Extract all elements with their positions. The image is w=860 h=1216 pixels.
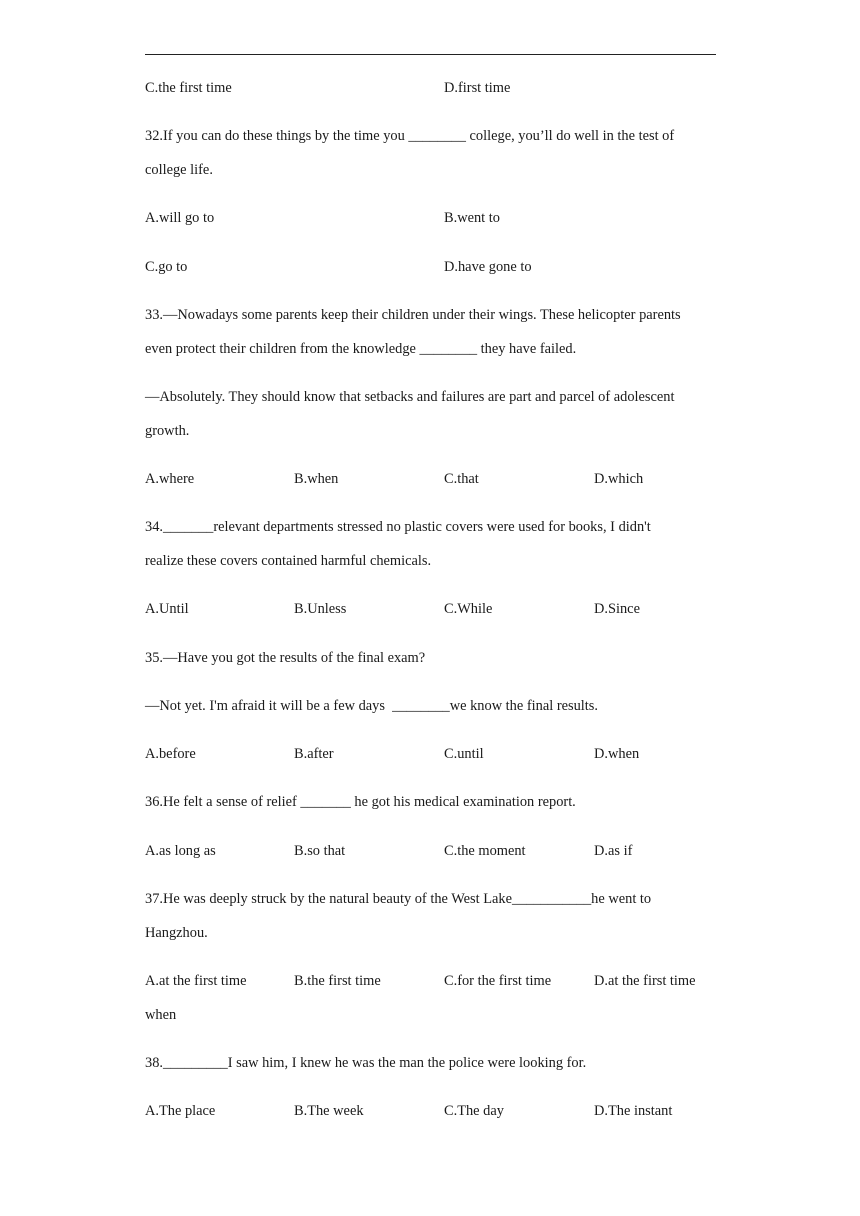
option-a: A.Until [145,601,189,617]
option-b: B.went to [444,210,500,226]
option-d: D.have gone to [444,259,532,275]
option-c: C.go to [145,259,188,275]
option-d: D.The instant [594,1103,673,1119]
question-32-text: 32.If you can do these things by the time you ________ college, you’ll do well in the test of [145,128,675,144]
option-b: B.The week [294,1103,364,1119]
question-36-text: 36.He felt a sense of relief _______ he got his medical examination report. [145,794,576,810]
option-a: A.at the first time [145,973,247,989]
question-37-text: 37.He was deeply struck by the natural beauty of the West Lake___________he went to [145,891,652,907]
question-33-text: 33.—Nowadays some parents keep their children under their wings. These helicopter parents [145,307,681,323]
option-d-wrap: when [145,1007,177,1023]
question-35-text: 35.—Have you got the results of the final exam? [145,650,426,666]
option-d: D.first time [444,80,511,96]
option-a: A.where [145,471,195,487]
option-d: D.as if [594,843,633,859]
option-c: C.for the first time [444,973,552,989]
question-33-reply-cont: growth. [145,423,190,439]
question-37-text-cont: Hangzhou. [145,925,208,941]
question-32-text-cont: college life. [145,162,213,178]
option-d: D.which [594,471,644,487]
question-33-reply: —Absolutely. They should know that setbacks and failures are part and parcel of adolescent [145,389,675,405]
option-b: B.the first time [294,973,381,989]
option-c: C.The day [444,1103,504,1119]
option-d: D.when [594,746,640,762]
option-d: D.Since [594,601,640,617]
question-35-reply: —Not yet. I'm afraid it will be a few days ________we know the final results. [145,698,598,714]
option-b: B.so that [294,843,346,859]
question-33-text-cont: even protect their children from the knowledge ________ they have failed. [145,341,577,357]
option-a: A.will go to [145,210,215,226]
option-a: A.before [145,746,196,762]
option-d: D.at the first time [594,973,696,989]
option-c: C.While [444,601,493,617]
option-c: C.that [444,471,479,487]
question-34-text-cont: realize these covers contained harmful chemicals. [145,553,432,569]
question-34-text: 34._______relevant departments stressed no plastic covers were used for books, I didn't [145,519,651,535]
option-a: A.The place [145,1103,216,1119]
option-b: B.Unless [294,601,347,617]
option-a: A.as long as [145,843,216,859]
option-c: C.until [444,746,484,762]
option-c: C.the moment [444,843,526,859]
header-rule [145,54,716,55]
option-c: C.the first time [145,80,232,96]
question-38-text: 38._________I saw him, I knew he was the man the police were looking for. [145,1055,587,1071]
option-b: B.after [294,746,334,762]
option-b: B.when [294,471,339,487]
